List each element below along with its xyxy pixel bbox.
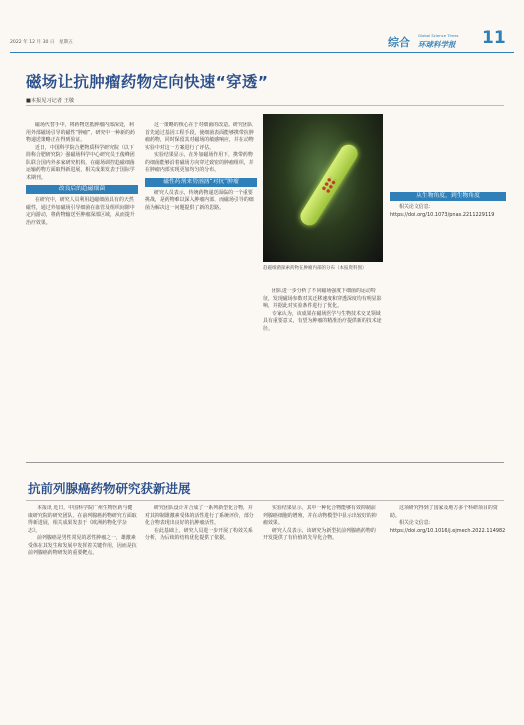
article1-column-1	[26, 122, 138, 442]
subheading: 磁性药剂来势汹汹“对抗”肿瘤	[145, 178, 257, 187]
article-image	[263, 114, 383, 262]
paragraph: 这一策略的核心在于对细菌的改造。研究团队首先通过基因工程手段，使细菌表面能够携带抗肿瘤药物，同时保留其对磁场的敏感响应，并在动物实验中对这一方案进行了评估。	[145, 122, 254, 151]
article2-column-1	[28, 505, 137, 715]
paper-title-cn: 环球科学报	[418, 40, 456, 49]
section-divider	[26, 462, 504, 463]
article2-column-3	[263, 505, 378, 715]
paragraph: 团队进一步分析了不同磁场强度下细菌的运动特征，发现磁场参数对其迁移速度和穿透深度均有明显影响，并据此对实验条件进行了优化。	[263, 288, 382, 310]
issue-date: 2022 年 12 月 30 日 星期五	[10, 40, 73, 45]
paragraph: 前列腺癌是男性常见的恶性肿瘤之一，雄激素受体在其发生和发展中发挥着关键作用，因而是抗前列腺癌药物研发的重要靶点。	[28, 535, 137, 557]
article1-column-4	[390, 122, 506, 442]
paragraph: 在研究中，研究人员利用趋磁细菌具有的天然磁性，通过外加磁场引导细菌在血管及组织间隙中定向游动，将药物输送至肿瘤深部区域，从而提升治疗效果。	[26, 197, 135, 227]
paragraph: 磁场代替手中，将药物送抵肿瘤内部深处，利用外部磁场引导的磁性“肿瘤”，研究中一种新的药物递送策略正在得到验证。	[26, 122, 135, 144]
article2-column-2	[145, 505, 254, 715]
image-caption: 趋磁细菌探索药物在肿瘤内部的分布（本报资料图）	[263, 266, 367, 271]
paragraph: 这项研究得到了国家及地方多个科研项目的资助。	[390, 505, 498, 519]
byline-rule	[26, 105, 504, 106]
paragraph: 本报讯 近日，中国科学院广州生物医药与健康研究院的研究团队，在前列腺癌药物研究方面取得新进展，相关成果发表于《欧洲药物化学杂志》。	[28, 505, 137, 534]
doi-reference: 相关论文信息：https://doi.org/10.1073/pnas.2211229119	[390, 204, 495, 218]
paragraph: 研究人员表示，该研究为新型抗前列腺癌药物的开发提供了有价值的先导化合物。	[263, 527, 376, 542]
article2-column-4	[390, 505, 506, 715]
byline: ■本报见习记者 王敬	[26, 98, 75, 104]
subheading: 改良后的趋磁细菌	[26, 185, 138, 194]
article1-column-2	[145, 122, 257, 442]
headline-rule	[26, 500, 504, 501]
page-number: 11	[482, 28, 506, 48]
paper-title-en: Global Science Times	[418, 33, 459, 38]
paragraph: 近日，中国科学院合肥物质科学研究院（以下简称合肥研究院）强磁场科学中心研究员王俊峰团队联合国内外多家研究机构，在磁场调控趋磁细菌运输药物方面取得新进展，相关成果发表于国际学术期刊。	[26, 144, 135, 181]
paragraph: 在此基础上，研究人员进一步开展了构效关系分析，为后续的结构优化提供了依据。	[145, 527, 253, 542]
paragraph: 研究团队设计并合成了一系列新型化合物，并对其抑制雄激素受体的活性进行了系统评价，部分化合物表现出良好的抗肿瘤活性。	[145, 505, 254, 527]
doi-reference: 相关论文信息：https://doi.org/10.1016/j.ejmech.2022.114982	[390, 520, 506, 534]
article-headline: 磁场让抗肿瘤药物定向快速“穿透”	[26, 73, 269, 91]
article-headline: 抗前列腺癌药物研究获新进展	[28, 481, 191, 496]
paragraph: 实验结果显示，其中一种化合物能够有效抑制前列腺癌细胞的增殖，并在动物模型中显示出较好的抑瘤效果。	[263, 505, 377, 527]
paragraph: 研究人员表示，传统药物递送面临的一个重要挑战，是药物难以深入肿瘤内部，而磁场引导的细菌为解决这一问题提供了新的思路。	[145, 189, 254, 211]
masthead-rule	[10, 52, 514, 53]
article1-column-3	[263, 288, 383, 440]
subheading: 从生物角度，到生物角度	[390, 192, 506, 201]
paragraph: 专家认为，该成果在磁场医学与生物技术交叉领域具有重要意义，有望为肿瘤的精准治疗提供新的技术途径。	[263, 310, 382, 332]
paragraph: 实验结果显示，在外加磁场作用下，携带药物的细菌能够沿着磁场方向穿过致密的肿瘤组织，并在肿瘤内部实现更加均匀的分布。	[145, 152, 254, 174]
section-label: 综合	[388, 36, 410, 49]
